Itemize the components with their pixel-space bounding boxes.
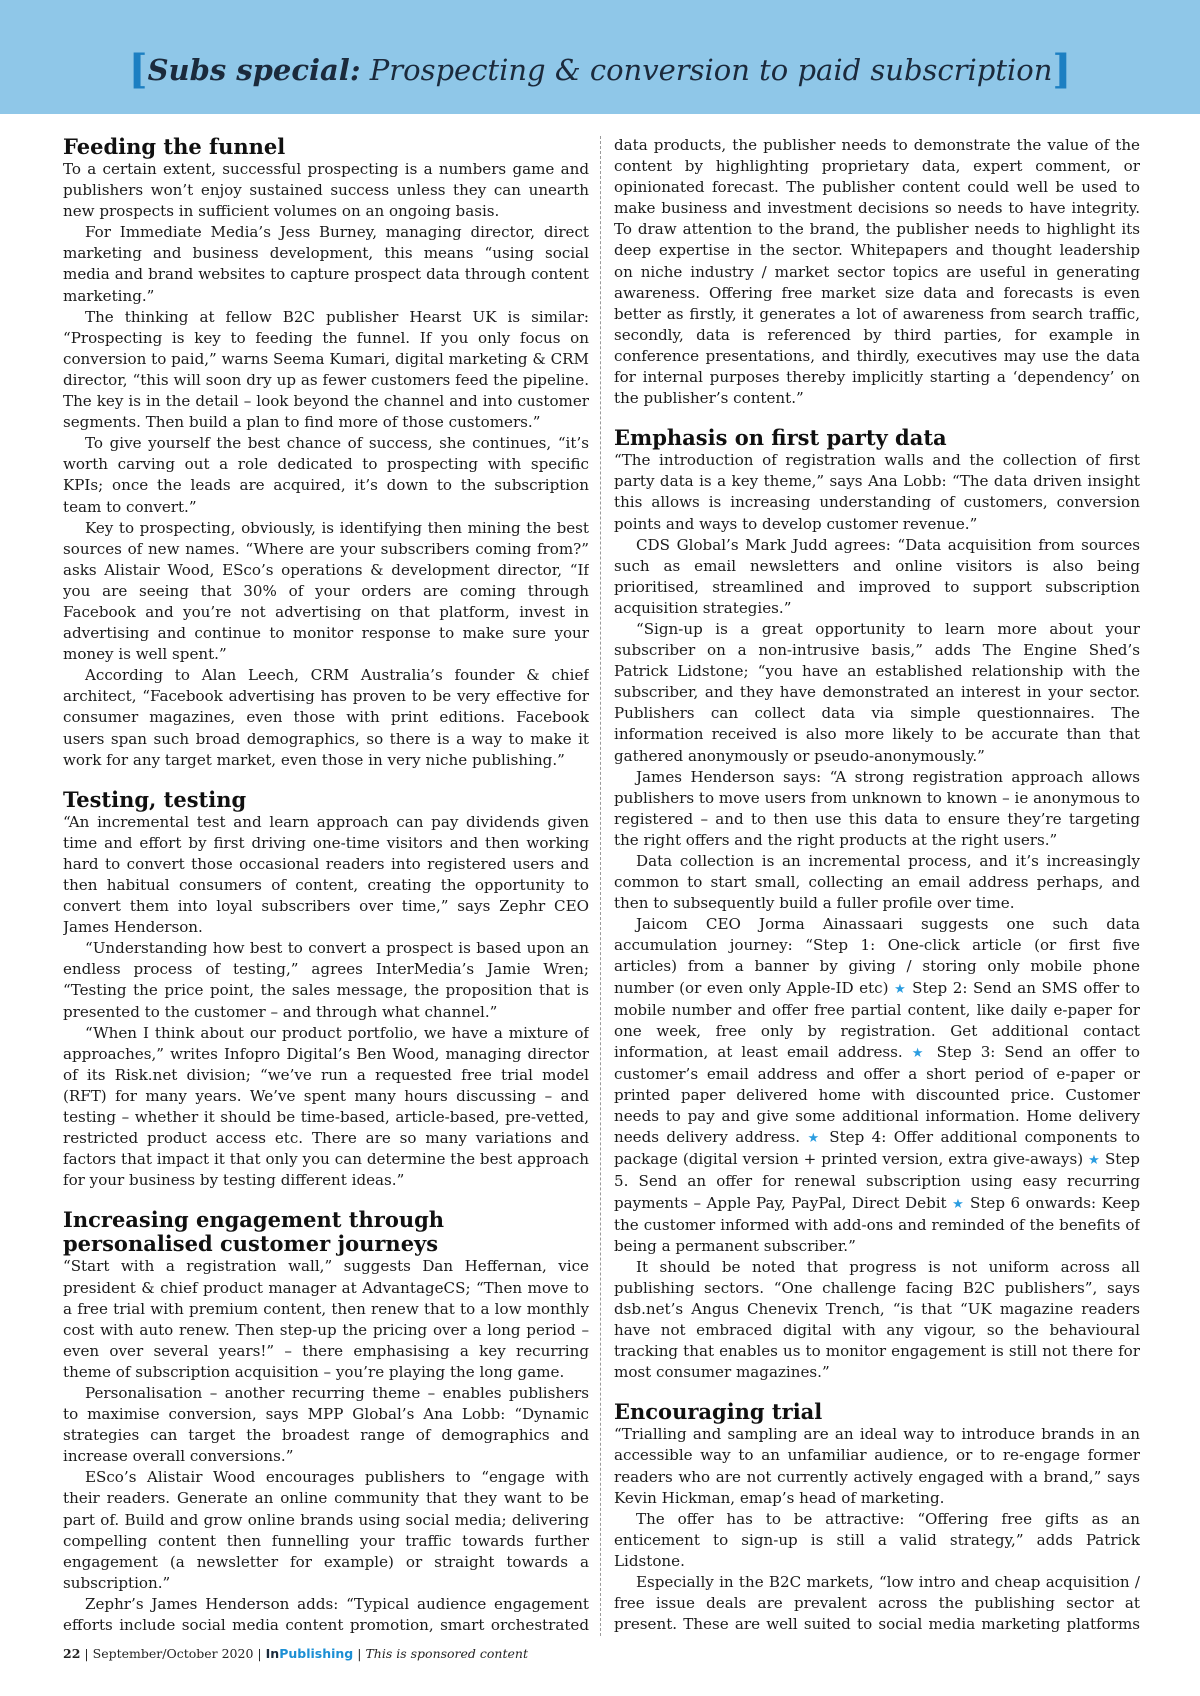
section-heading-encouraging-trial: Encouraging trial [614,1399,823,1425]
paragraph: Personalisation – another recurring theme – enables publishers to maximise conversion, says MPP Global’s Ana Lobb: “Dynamic strategies can target the broadest range of demographics and increase overall conversions.” [63,1383,589,1466]
paragraph: According to Alan Leech, CRM Australia’s founder & chief architect, “Facebook advertising has proven to be very effective for consumer magazines, even those with print editions. Facebook users span such broad demographics, so there is a way to make it work for any target market, even those in very niche publishing.” [63,666,589,769]
star-icon: ★ [1088,1153,1100,1169]
paragraph: CDS Global’s Mark Judd agrees: “Data acquisition from sources such as email newsletters and online visitors is also being prioritised, streamlined and improved to support subscription acquisition strategies.” [614,535,1140,617]
header-banner [0,0,1200,114]
logo-publishing: Publishing [279,1646,354,1661]
paragraph: To a certain extent, successful prospecting is a numbers game and publishers won’t enjoy sustained success unless they can unearth new prospects in sufficient volumes on an ongoing basis. [63,160,589,221]
paragraph: Zephr’s James Henderson adds: “Typical audience engagement efforts include social media content promotion, smart orchestrated [63,1594,589,1634]
section-heading-increasing-engagement [63,1208,589,1256]
paragraph: “An incremental test and learn approach can pay dividends given time and effort by first driving one-time visitors and then working hard to convert those occasional readers into registered users and then habitual consumers of content, creating the opportunity to convert them into loyal subscribers over time,” says Zephr CEO James Henderson. [63,812,589,937]
paragraph: “Sign-up is a great opportunity to learn more about your subscriber on a non-intrusive basis,” adds The Engine Shed’s Patrick Lidstone; “you have an established relationship with the subscriber, and they have demonstrated an interest in your sector. Publishers can collect data via simple questionnaires. The information received is also more likely to be accurate than that gathered anonymously or pseudo-anonymously.” [614,619,1140,765]
heading-line-1: Increasing engagement through [63,1207,445,1233]
step-text: Jaicom CEO Jorma Ainassaari suggests one such data accumulation journey: “Step 1: One-click article (or first five articles) from a banner by giving / storing only mobile phone number (or even only Apple-ID etc) [614,915,1140,997]
title-bold: Subs special: [147,53,361,87]
section-heading-first-party-data: Emphasis on first party data [614,425,947,451]
paragraph: ESco’s Alistair Wood encourages publishers to “engage with their readers. Generate an online community that they want to be part of. Build and grow online brands using social media; delivering compelling content then funnelling your traffic towards further engagement (a newsletter for example) or straight towards a subscription.” [63,1468,589,1592]
paragraph: For Immediate Media’s Jess Burney, managing director, direct marketing and business development, this means “using social media and brand websites to capture prospect data through content marketing.” [63,223,589,305]
paragraph: “When I think about our product portfolio, we have a mixture of approaches,” writes Infopro Digital’s Ben Wood, managing director of its Risk.net division; “we’ve run a requested free trial model (RFT) for many years. We’ve spent many hours discussing – and testing – whether it should be time-based, article-based, pre-vetted, restricted product access etc. There are so many variations and factors that impact it that only you can determine the best approach for your business by testing different ideas.” [63,1023,589,1190]
paragraph: Especially in the B2C markets, “low intro and cheap acquisition / free issue deals are prevalent across the publishing sector at present. These are well suited to social media marketing platforms [614,1573,1140,1634]
publication-logo [266,1646,354,1661]
column-divider [600,136,601,1636]
footer-separator: | [257,1646,262,1661]
left-column [63,135,589,1635]
step-text: Step 2: Send an SMS offer to mobile number and offer free partial content, like daily e-paper for one week, free only by registration. Get additional contact information, at least email address. [614,978,1140,1061]
paragraph: Key to prospecting, obviously, is identifying then mining the best sources of new names. “Where are your subscribers coming from?” asks Alistair Wood, ESco’s operations & development director, “If you are seeing that 30% of your orders are coming through Facebook and you’re not advertising on that platform, invest in advertising and continue to monitor response to make sure your money is well spent.” [63,518,589,664]
footer-separator: | [84,1646,89,1661]
paragraph: The thinking at fellow B2C publisher Hearst UK is similar: “Prospecting is key to feeding the funnel. If you only focus on conversion to paid,” warns Seema Kumari, digital marketing & CRM director, “this will soon dry up as fewer customers feed the pipeline. The key is in the detail – look beyond the channel and into customer segments. Then build a plan to find more of those customers.” [63,307,589,432]
paragraph-steps [614,914,1140,1257]
star-icon: ★ [894,981,907,997]
star-icon: ★ [911,1045,928,1061]
step-text: Step 4: Offer additional components to package (digital version + printed version, extra give-aways) [614,1128,1140,1169]
step-text: Step 3: Send an offer to customer’s email address and offer a short period of e-paper or printed paper delivered home with discounted price. Customer needs to pay and give some additional information. Home delivery needs delivery address. [614,1042,1140,1147]
page-title [0,46,1200,93]
paragraph: “Start with a registration wall,” suggests Dan Heffernan, vice president & chief product manager at AdvantageCS; “Then move to a free trial with premium content, then renew that to a low monthly cost with auto renew. Then step-up the pricing over a long period – even over several years!” – there emphasising a key recurring theme of subscription acquisition – you’re playing the long game. [63,1257,589,1381]
paragraph: James Henderson says: “A strong registration approach allows publishers to move users from unknown to known – ie anonymous to registered – and to then use this data to ensure they’re targeting the right offers and the right products at the right users.” [614,767,1140,849]
section-heading-feeding-the-funnel: Feeding the funnel [63,135,286,159]
star-icon: ★ [807,1131,822,1147]
title-rest: Prospecting & conversion to paid subscription [369,53,1053,87]
issue-date: September/October 2020 [92,1646,254,1661]
paragraph: It should be noted that progress is not uniform across all publishing sectors. “One challenge facing B2C publishers”, says dsb.net’s Angus Chenevix Trench, “is that “UK magazine readers have not embraced digital with any vigour, so the behavioural tracking that enables us to monitor engagement is still not there for most consumer magazines.” [614,1257,1140,1382]
paragraph: “The introduction of registration walls and the collection of first party data is a key theme,” says Ana Lobb: “The data driven insight this allows is increasing understanding of customers, conversion points and ways to develop customer revenue.” [614,451,1140,533]
page-footer [63,1646,528,1661]
title-bracket-open: [ [128,46,148,93]
title-bracket-close: ] [1052,46,1072,93]
sponsored-note: This is sponsored content [365,1646,528,1661]
heading-line-2: personalised customer journeys [63,1231,439,1257]
page-number: 22 [63,1646,81,1661]
paragraph: To give yourself the best chance of success, she continues, “it’s worth carving out a role dedicated to prospecting with specific KPIs; once the leads are acquired, it’s down to the subscription team to convert.” [63,434,589,516]
section-heading-testing-testing: Testing, testing [63,786,247,812]
step-text: Step 5. Send an offer for renewal subscription using easy recurring payments – Apple Pay, PayPal, Direct Debit [614,1150,1140,1212]
step-text: Step 6 onwards: Keep the customer informed with add-ons and reminded of the benefits of being a permanent subscriber.” [614,1193,1140,1255]
footer-separator: | [357,1646,362,1661]
star-icon: ★ [952,1196,965,1212]
right-column [614,135,1140,1635]
paragraph: The offer has to be attractive: “Offering free gifts as an enticement to sign-up is still a valid strategy,” adds Patrick Lidstone. [614,1509,1140,1570]
paragraph: “Trialling and sampling are an ideal way to introduce brands in an accessible way to an unfamiliar audience, or to re-engage former readers who are not currently actively engaged with a brand,” says Kevin Hickman, emap’s head of marketing. [614,1425,1140,1507]
paragraph: Data collection is an incremental process, and it’s increasingly common to start small, collecting an email address perhaps, and then to subsequently build a fuller profile over time. [614,852,1140,913]
logo-in: In [265,1646,280,1661]
paragraph: “Understanding how best to convert a prospect is based upon an endless process of testing,” agrees InterMedia’s Jamie Wren; “Testing the price point, the sales message, the proposition that is presented to the customer – and through what channel.” [63,939,589,1021]
paragraph: data products, the publisher needs to demonstrate the value of the content by highlighting proprietary data, expert comment, or opinionated forecast. The publisher content could well be used to make business and investment decisions so needs to have integrity. To draw attention to the brand, the publisher needs to highlight its deep expertise in the sector. Whitepapers and thought leadership on niche industry / market sector topics are useful in generating awareness. Offering free market size data and forecasts is even better as firstly, it generates a lot of awareness from search traffic, secondly, data is referenced by third parties, for example in conference presentations, and thirdly, executives may use the data for internal purposes thereby implicitly starting a ‘dependency’ on the publisher’s content.” [614,136,1140,408]
